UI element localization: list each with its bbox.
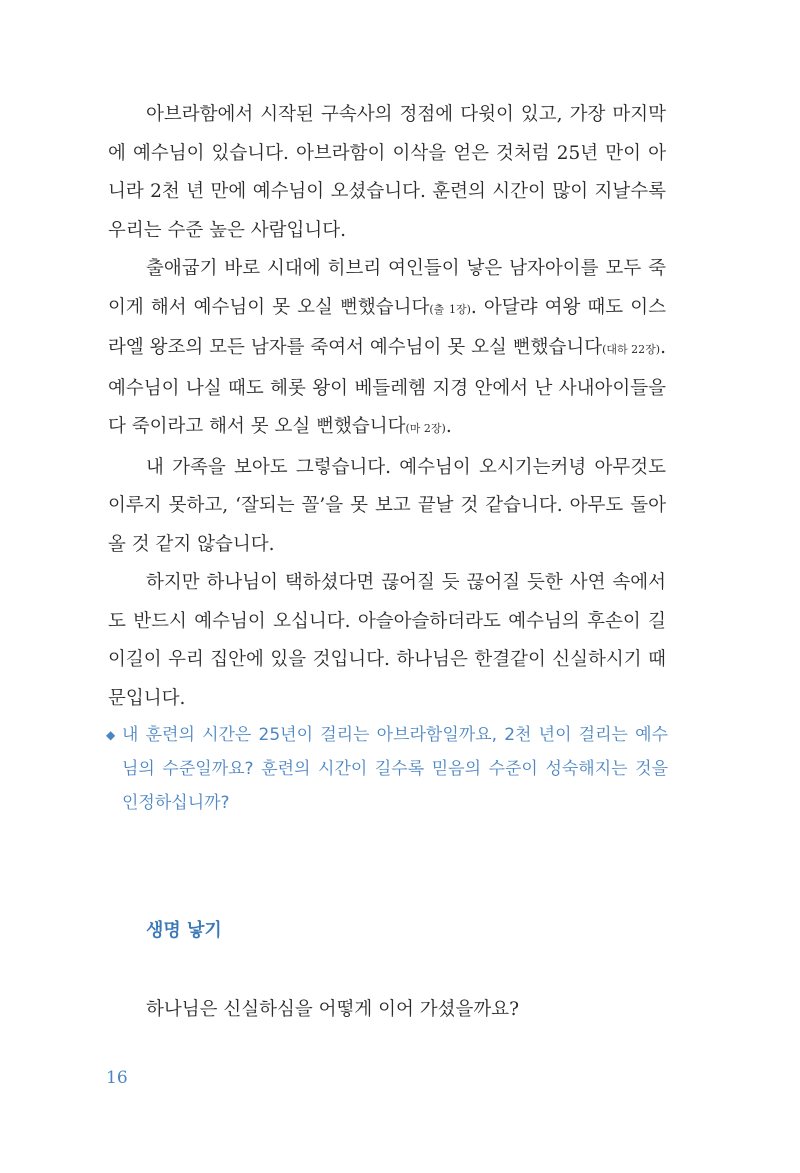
section-title: 생명 낳기 (146, 920, 222, 941)
page-number: 16 (106, 1068, 128, 1088)
paragraph-2 (108, 250, 666, 449)
scripture-ref-exodus: (출 1장) (429, 302, 471, 316)
scripture-ref-matthew: (마 2장) (405, 422, 446, 435)
reflection-question (106, 718, 668, 820)
diamond-bullet-icon: ◆ (106, 728, 116, 742)
paragraph-2-part-1: 출애굽기 바로 시대에 히브리 여인들이 낳은 남자아이를 모두 죽이게 해서 예수님이 못 오실 뻔했습니다 (108, 258, 666, 318)
reflection-question-text: 내 훈련의 시간은 25년이 걸리는 아브라함일까요, 2천 년이 걸리는 예수님의 수준일까요? 훈련의 시간이 길수록 믿음의 수준이 성숙해지는 것을 인정하십니까? (122, 725, 668, 813)
paragraph-1: 아브라함에서 시작된 구속사의 정점에 다윗이 있고, 가장 마지막에 예수님이 있습니다. 아브라함이 이삭을 얻은 것처럼 25년 만이 아니라 2천 년 만에 예수님이 오셨습니다. 훈련의 시간이 많이 지날수록 우리는 수준 높은 사람입니다. (108, 104, 666, 241)
paragraph-2-part-2: . 아달랴 여왕 때도 이스라엘 왕조의 모든 남자를 죽여서 예수님이 못 오실 뻔했습니다 (108, 296, 666, 358)
paragraph-3: 내 가족을 보아도 그렇습니다. 예수님이 오시기는커녕 아무것도 이루지 못하고, ‘잘되는 꼴’을 못 보고 끝날 것 같습니다. 아무도 돌아올 것 같지 않습니다. (108, 456, 666, 555)
paragraph-2-part-3: . 예수님이 나실 때도 헤롯 왕이 베들레헴 지경 안에서 난 사내아이들을 다 죽이라고 해서 못 오실 뻔했습니다 (108, 337, 666, 437)
paragraph-4: 하지만 하나님이 택하셨다면 끊어질 듯 끊어질 듯한 사연 속에서도 반드시 예수님이 오십니다. 아슬아슬하더라도 예수님의 후손이 길이길이 우리 집안에 있을 것입니다. 하나님은 한결같이 신실하시기 때문입니다. (108, 572, 666, 709)
body-text (108, 96, 666, 718)
section-lead-text: 하나님은 신실하심을 어떻게 이어 가셨을까요? (146, 999, 519, 1020)
scripture-ref-chronicles: (대하 22장) (602, 343, 661, 356)
paragraph-2-part-4: . (445, 416, 452, 437)
